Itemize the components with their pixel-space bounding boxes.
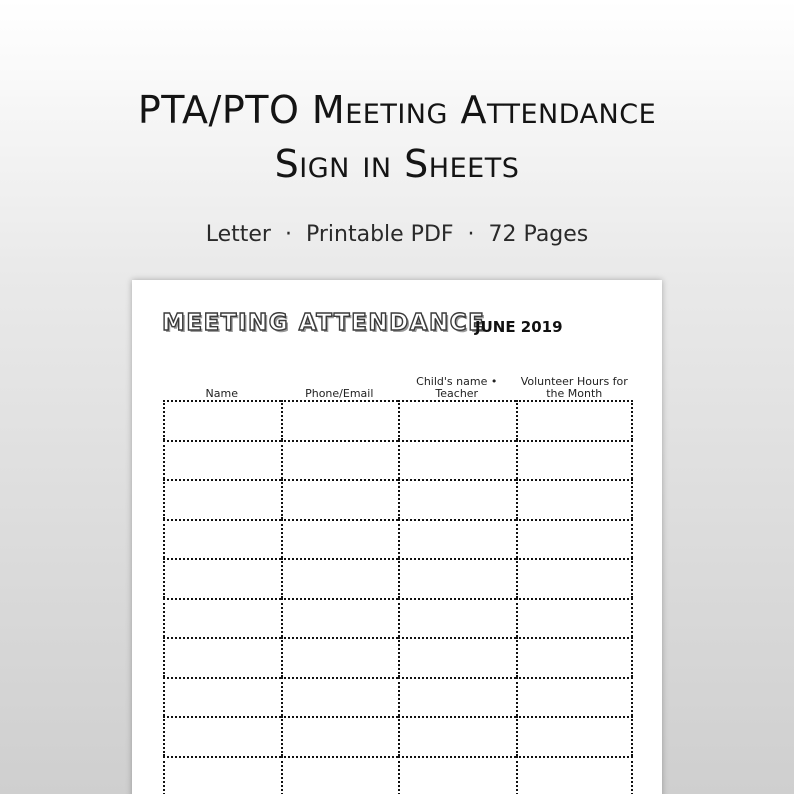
table-row [163,637,633,677]
table-cell [516,598,634,638]
table-row [163,716,633,756]
table-cell [163,756,281,794]
table-cell [281,440,399,480]
table-cell [281,479,399,519]
table-row [163,677,633,717]
table-cell [398,716,516,756]
column-header-phone-email: Phone/Email [305,387,374,400]
table-cell [163,716,281,756]
page-title-line-1: PTA/PTO Meeting Attendance [137,88,657,132]
table-cell [163,440,281,480]
table-cell [516,637,634,677]
table-cell [398,400,516,440]
table-cell [516,756,634,794]
table-row [163,440,633,480]
table-cell [281,716,399,756]
attendance-grid [163,400,633,794]
page-count-label: 72 Pages [488,222,589,247]
table-row [163,400,633,440]
product-details [0,222,794,247]
table-cell [281,598,399,638]
column-header-volunteer-hours: Volunteer Hours for the Month [520,375,628,400]
table-cell [281,519,399,559]
table-cell [516,677,634,717]
sheet-heading: MEETING ATTENDANCE [162,310,486,336]
table-cell [163,598,281,638]
separator-dot: · [467,222,475,247]
table-cell [163,400,281,440]
table-cell [398,519,516,559]
table-cell [398,756,516,794]
table-cell [163,637,281,677]
table-cell [516,519,634,559]
table-cell [163,558,281,598]
table-cell [281,756,399,794]
page-title-line-2: Sign in Sheets [274,142,520,186]
table-cell [163,677,281,717]
table-cell [398,637,516,677]
separator-dot: · [284,222,292,247]
paper-size-label: Letter [205,222,271,247]
table-cell [398,598,516,638]
table-cell [516,716,634,756]
table-cell [163,479,281,519]
printable-sheet-preview [132,280,662,794]
table-row [163,756,633,794]
table-cell [281,637,399,677]
table-cell [516,400,634,440]
column-header-child-teacher: Child's name • Teacher [416,375,498,400]
table-cell [516,558,634,598]
table-cell [398,479,516,519]
table-cell [516,440,634,480]
table-cell [398,440,516,480]
table-row [163,519,633,559]
table-row [163,479,633,519]
table-cell [516,479,634,519]
table-cell [281,677,399,717]
column-headers [163,372,633,400]
table-cell [281,558,399,598]
column-header-name: Name [205,387,238,400]
table-row [163,598,633,638]
table-cell [281,400,399,440]
sheet-month: JUNE 2019 [475,318,563,336]
table-cell [398,677,516,717]
table-row [163,558,633,598]
table-cell [163,519,281,559]
format-label: Printable PDF [305,222,454,247]
table-cell [398,558,516,598]
